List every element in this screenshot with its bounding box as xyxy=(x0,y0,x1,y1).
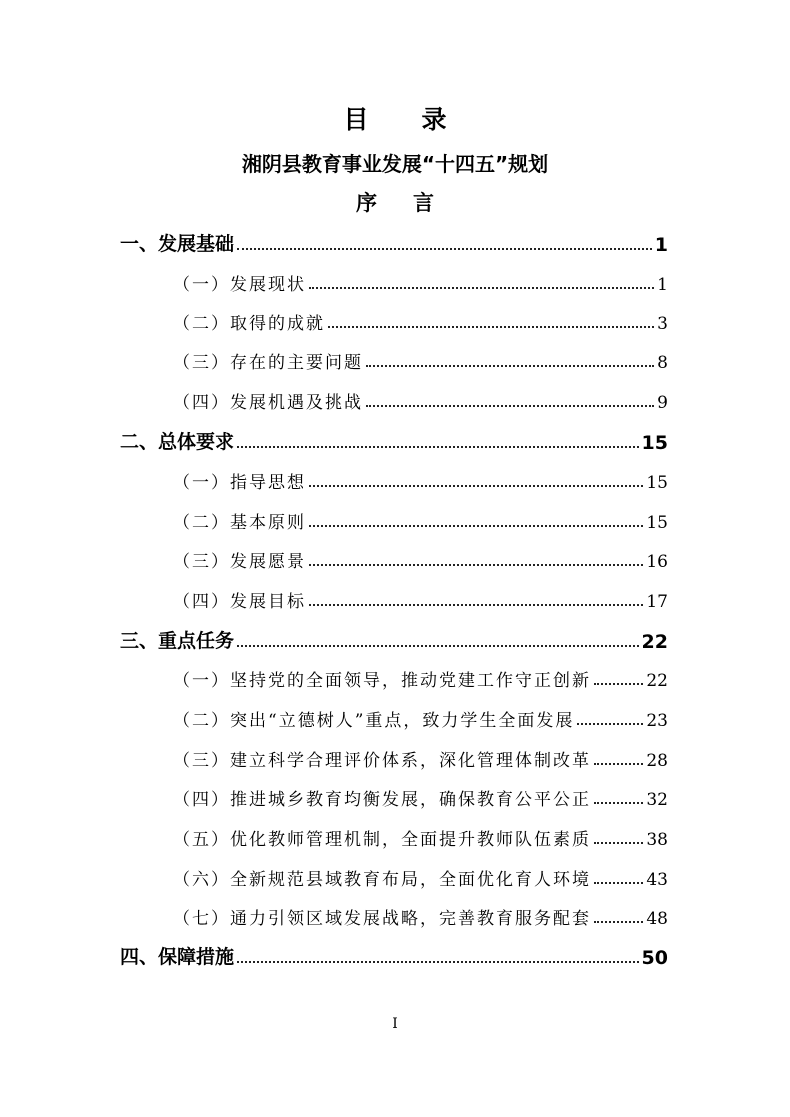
toc-page-number: 48 xyxy=(646,909,668,929)
dot-leader xyxy=(594,921,643,923)
dot-leader xyxy=(366,365,654,367)
toc-page-number: 17 xyxy=(646,592,668,612)
dot-leader xyxy=(577,723,643,725)
toc-subsection-2-2[interactable] xyxy=(173,503,668,533)
toc-page-number: 38 xyxy=(646,830,668,850)
dot-leader xyxy=(594,763,643,765)
toc-label: 四、保障措施 xyxy=(120,946,235,968)
toc-label: （二）基本原则 xyxy=(173,513,306,533)
toc-label: （四）推进城乡教育均衡发展，确保教育公平公正 xyxy=(173,790,591,810)
dot-leader xyxy=(594,882,643,884)
toc-page-number: 32 xyxy=(646,790,668,810)
toc-page-number: 1 xyxy=(654,234,668,256)
toc-page-number: 15 xyxy=(646,473,668,493)
toc-subsection-1-3[interactable] xyxy=(173,343,668,373)
toc-subsection-3-4[interactable] xyxy=(173,780,668,810)
toc-label: 三、重点任务 xyxy=(120,630,235,652)
dot-leader xyxy=(309,564,643,566)
toc-page-number: 15 xyxy=(641,432,668,454)
toc-subsection-3-2[interactable] xyxy=(173,701,668,731)
toc-label: （五）优化教师管理机制，全面提升教师队伍素质 xyxy=(173,830,591,850)
toc-subsection-2-4[interactable] xyxy=(173,582,668,612)
toc-page-number: 15 xyxy=(646,513,668,533)
toc-section-2[interactable] xyxy=(120,424,668,454)
dot-leader xyxy=(328,326,654,328)
toc-section-4[interactable] xyxy=(120,939,668,969)
toc-label: （三）建立科学合理评价体系，深化管理体制改革 xyxy=(173,751,591,771)
toc-label: （一）坚持党的全面领导，推动党建工作守正创新 xyxy=(173,671,591,691)
toc-label: （二）突出“立德树人”重点，致力学生全面发展 xyxy=(173,711,575,731)
toc-page-number: 9 xyxy=(657,393,668,413)
toc-subsection-3-3[interactable] xyxy=(173,741,668,771)
toc-section-1[interactable] xyxy=(120,226,668,256)
toc-label: 二、总体要求 xyxy=(120,431,235,453)
preface-heading: 序言 xyxy=(356,191,470,215)
toc-page-number: 28 xyxy=(646,751,668,771)
toc-page-number: 3 xyxy=(657,314,668,334)
dot-leader xyxy=(309,525,643,527)
toc-page-number: 16 xyxy=(646,552,668,572)
dot-leader xyxy=(237,645,639,647)
toc-page-number: 23 xyxy=(646,711,668,731)
toc-label: （二）取得的成就 xyxy=(173,314,325,334)
dot-leader xyxy=(366,405,654,407)
toc-page-number: 8 xyxy=(657,353,668,373)
toc-label: （一）指导思想 xyxy=(173,473,306,493)
toc-subsection-2-3[interactable] xyxy=(173,542,668,572)
dot-leader xyxy=(237,248,652,250)
dot-leader xyxy=(594,802,643,804)
dot-leader xyxy=(237,446,639,448)
toc-subsection-3-1[interactable] xyxy=(173,661,668,691)
document-title: 目 录 xyxy=(343,105,461,134)
toc-section-3[interactable] xyxy=(120,623,668,653)
dot-leader xyxy=(309,604,643,606)
toc-subsection-3-7[interactable] xyxy=(173,899,668,929)
toc-label: （七）通力引领区域发展战略，完善教育服务配套 xyxy=(173,909,591,929)
toc-label: （一）发展现状 xyxy=(173,275,306,295)
toc-subsection-1-2[interactable] xyxy=(173,304,668,334)
toc-subsection-3-6[interactable] xyxy=(173,860,668,890)
dot-leader xyxy=(309,485,643,487)
toc-page-number: 43 xyxy=(646,870,668,890)
toc-subsection-3-5[interactable] xyxy=(173,820,668,850)
toc-label: （三）存在的主要问题 xyxy=(173,353,363,373)
toc-label: （四）发展目标 xyxy=(173,592,306,612)
toc-page-number: 1 xyxy=(657,275,668,295)
dot-leader xyxy=(237,961,639,963)
toc-subsection-1-4[interactable] xyxy=(173,383,668,413)
toc-label: （四）发展机遇及挑战 xyxy=(173,393,363,413)
dot-leader xyxy=(594,842,643,844)
toc-page-number: 22 xyxy=(646,671,668,691)
page-number: I xyxy=(392,1016,398,1032)
document-subtitle: 湘阴县教育事业发展“十四五”规划 xyxy=(241,152,549,176)
toc-page-number: 50 xyxy=(641,947,668,969)
toc-page-number: 22 xyxy=(641,631,668,653)
toc-label: 一、发展基础 xyxy=(120,233,235,255)
toc-label: （六）全新规范县域教育布局，全面优化育人环境 xyxy=(173,870,591,890)
dot-leader xyxy=(594,683,643,685)
toc-subsection-1-1[interactable] xyxy=(173,265,668,295)
toc-label: （三）发展愿景 xyxy=(173,552,306,572)
dot-leader xyxy=(309,287,654,289)
toc-subsection-2-1[interactable] xyxy=(173,463,668,493)
